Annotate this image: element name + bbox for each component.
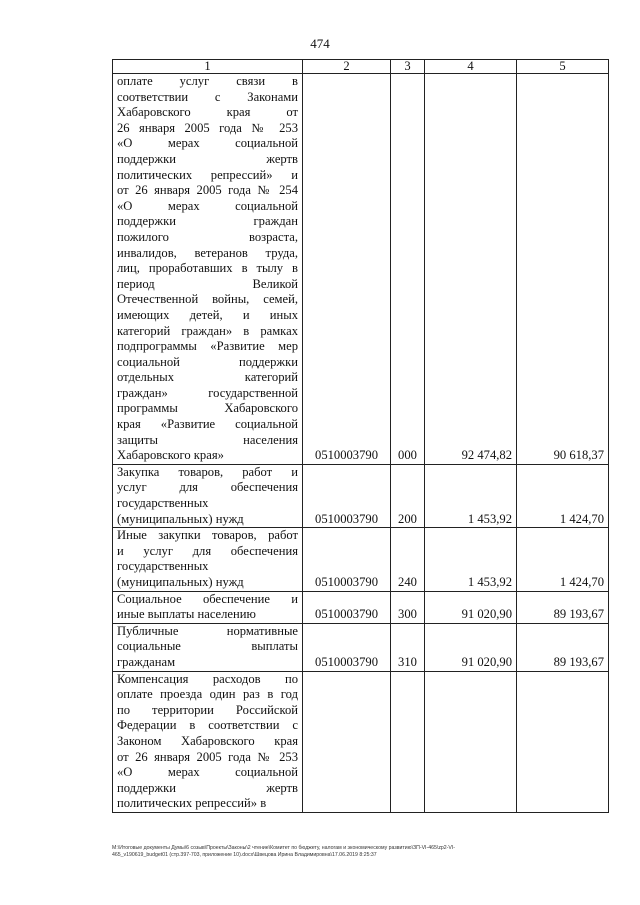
amount-column-5: 89 193,67 <box>517 623 609 671</box>
table-row <box>113 623 609 671</box>
amount-column-4: 1 453,92 <box>425 464 517 527</box>
description-line: «О мерах социальной <box>117 765 298 780</box>
row-description <box>113 623 303 671</box>
description-line: поддержки жертв <box>117 780 298 795</box>
expense-type-code: 300 <box>391 591 425 623</box>
column-header-3: 3 <box>391 60 425 74</box>
expense-type-code: 200 <box>391 464 425 527</box>
target-article-code: 0510003790 <box>303 591 391 623</box>
amount-column-5: 1 424,70 <box>517 528 609 591</box>
budget-table <box>112 59 609 813</box>
description-line: оплате проезда один раз в год <box>117 687 298 702</box>
description-line: Социальное обеспечение и <box>117 591 298 606</box>
row-description <box>113 464 303 527</box>
description-line: социальные выплаты <box>117 639 298 654</box>
description-line: Закупка товаров, работ и <box>117 464 298 479</box>
amount-column-5: 89 193,67 <box>517 591 609 623</box>
table-row <box>113 591 609 623</box>
row-description <box>113 528 303 591</box>
description-line: по территории Российской <box>117 702 298 717</box>
target-article-code: 0510003790 <box>303 464 391 527</box>
column-header-2: 2 <box>303 60 391 74</box>
target-article-code: 0510003790 <box>303 528 391 591</box>
row-description <box>113 74 303 465</box>
expense-type-code: 000 <box>391 74 425 465</box>
footer-line-1: М:\Итоговые документы Думы\6 созыв\Проекты\Законы\2 чтение\Комитет по бюджету, налогам и экономическому развитию\ЗП-VI-465\zp2-VI- <box>112 845 456 851</box>
target-article-code: 0510003790 <box>303 623 391 671</box>
description-line: государственных <box>117 559 209 574</box>
footer-line-2: 465_v190619_budget01 (стр.397-703, приложение 10).docx\Швецова Ирина Владимировна\17.06.2019 8:25:37 <box>112 852 377 858</box>
description-line: 26 января 2005 года № 253 <box>117 120 298 135</box>
description-line: от 26 января 2005 года № 254 <box>117 183 298 198</box>
column-header-1: 1 <box>113 60 303 74</box>
description-line: социальной поддержки <box>117 354 298 369</box>
description-line: Иные закупки товаров, работ <box>117 528 298 543</box>
target-article-code: 0510003790 <box>303 74 391 465</box>
column-header-4: 4 <box>425 60 517 74</box>
amount-column-4 <box>425 671 517 812</box>
row-description <box>113 671 303 812</box>
description-line: политических репрессий» в <box>117 796 267 811</box>
description-line: защиты населения <box>117 432 298 447</box>
description-line: период Великой <box>117 276 298 291</box>
column-header-5: 5 <box>517 60 609 74</box>
description-line: Федерации в соответствии с <box>117 718 298 733</box>
table-row <box>113 464 609 527</box>
header-row <box>113 60 609 74</box>
table-row <box>113 74 609 465</box>
description-line: Хабаровского края» <box>117 448 224 463</box>
description-line: «О мерах социальной <box>117 136 298 151</box>
description-line: услуг для обеспечения <box>117 480 298 495</box>
description-line: политических репрессий» и <box>117 167 298 182</box>
description-line: имеющих детей, и иных <box>117 307 298 322</box>
description-line: Законом Хабаровского края <box>117 733 298 748</box>
description-line: отдельных категорий <box>117 370 298 385</box>
description-line: пожилого возраста, <box>117 229 298 244</box>
description-line: подпрограммы «Развитие мер <box>117 339 298 354</box>
amount-column-4: 91 020,90 <box>425 591 517 623</box>
document-path-footer <box>112 845 612 859</box>
description-line: и услуг для обеспечения <box>117 543 298 558</box>
description-line: от 26 января 2005 года № 253 <box>117 749 298 764</box>
description-line: поддержки жертв <box>117 151 298 166</box>
amount-column-5 <box>517 671 609 812</box>
description-line: Публичные нормативные <box>117 623 298 638</box>
row-description <box>113 591 303 623</box>
amount-column-5: 1 424,70 <box>517 464 609 527</box>
description-line: лиц, проработавших в тылу в <box>117 261 298 276</box>
description-line: (муниципальных) нужд <box>117 575 244 589</box>
description-line: Хабаровского края от <box>117 105 298 120</box>
description-line: Компенсация расходов по <box>117 671 298 686</box>
target-article-code <box>303 671 391 812</box>
description-line: Отечественной войны, семей, <box>117 292 298 307</box>
description-line: оплате услуг связи в <box>117 74 298 88</box>
amount-column-4: 1 453,92 <box>425 528 517 591</box>
description-line: края «Развитие социальной <box>117 417 298 432</box>
amount-column-4: 92 474,82 <box>425 74 517 465</box>
page-number: 474 <box>310 36 330 51</box>
description-line: категорий граждан» в рамках <box>117 323 298 338</box>
table-row <box>113 528 609 591</box>
description-line: иные выплаты населению <box>117 607 256 622</box>
expense-type-code: 240 <box>391 528 425 591</box>
description-line: поддержки граждан <box>117 214 298 229</box>
expense-type-code <box>391 671 425 812</box>
amount-column-4: 91 020,90 <box>425 623 517 671</box>
expense-type-code: 310 <box>391 623 425 671</box>
amount-column-5: 90 618,37 <box>517 74 609 465</box>
table-row <box>113 671 609 812</box>
description-line: граждан» государственной <box>117 385 298 400</box>
description-line: инвалидов, ветеранов труда, <box>117 245 298 260</box>
description-line: государственных <box>117 496 209 511</box>
description-line: «О мерах социальной <box>117 198 298 213</box>
description-line: программы Хабаровского <box>117 401 298 416</box>
description-line: (муниципальных) нужд <box>117 511 244 526</box>
description-line: гражданам <box>117 654 176 669</box>
description-line: соответствии с Законами <box>117 89 298 104</box>
